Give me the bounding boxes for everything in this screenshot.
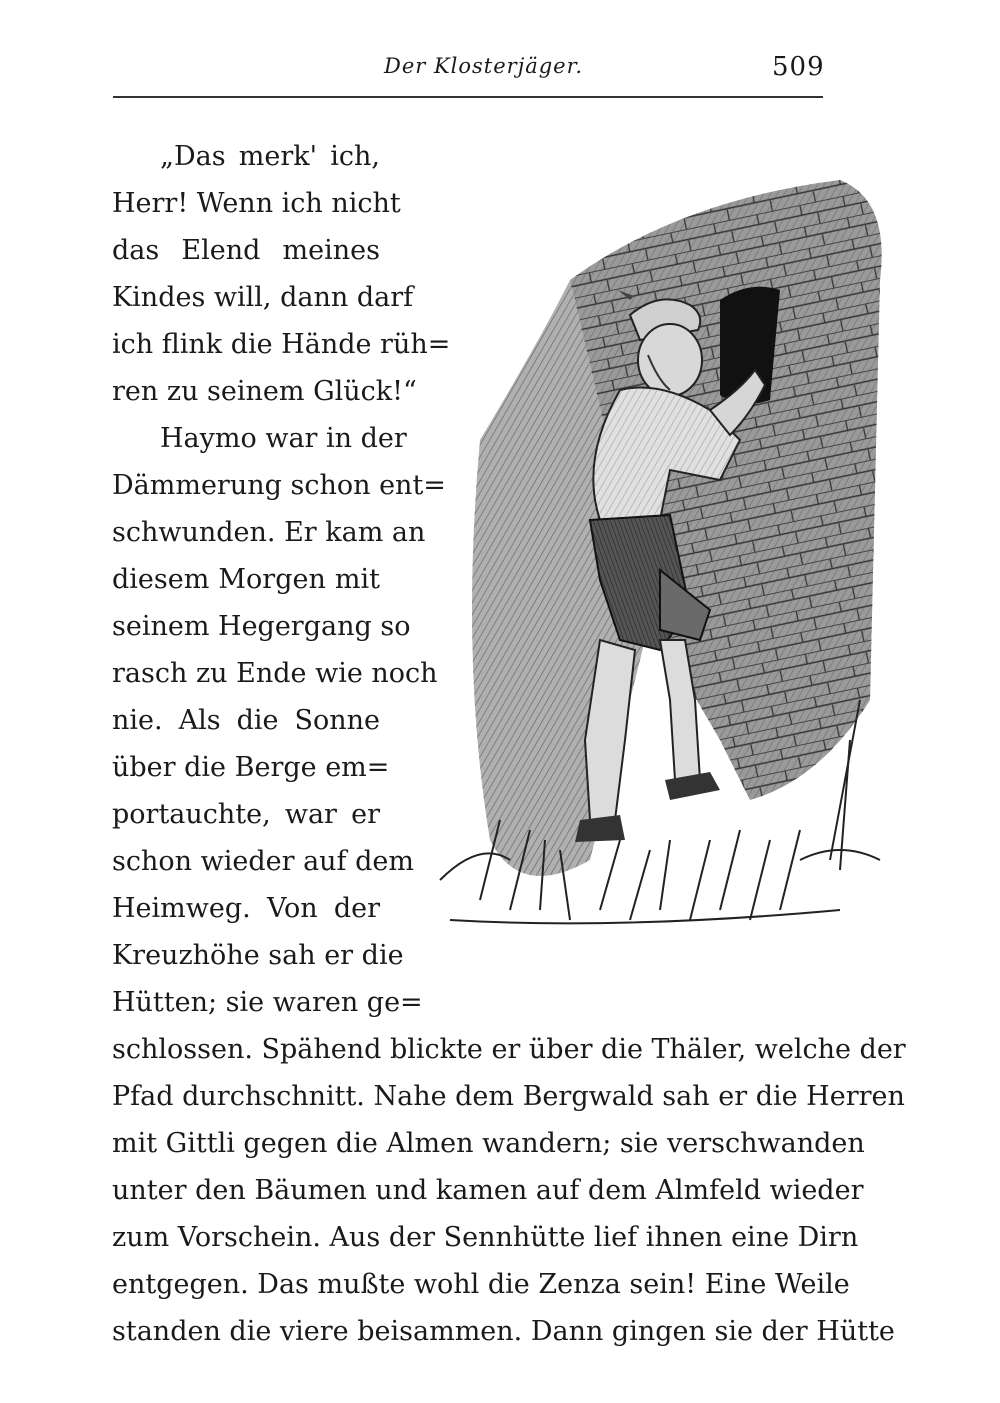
text-line: schon wieder auf dem [112,846,414,877]
text-line: unter den Bäumen und kamen auf dem Almfeld wieder [112,1175,864,1206]
text-line: Kindes will, dann darf [112,282,414,313]
text-line: Hütten; sie waren ge= [112,987,423,1018]
text-line: standen die viere beisammen. Dann gingen sie der Hütte [112,1316,895,1347]
text-line: Haymo war in der [160,423,407,454]
text-line: „Das merk' ich, [160,141,380,172]
text-line: portauchte, war er [112,799,380,830]
text-line: entgegen. Das mußte wohl die Zenza sein! Eine Weile [112,1269,850,1300]
text-line: Heimweg. Von der [112,893,380,924]
engraving-illustration [420,140,950,970]
text-line: mit Gittli gegen die Almen wandern; sie verschwanden [112,1128,865,1159]
text-line: diesem Morgen mit [112,564,380,595]
text-line: rasch zu Ende wie noch [112,658,438,689]
text-line: Kreuzhöhe sah er die [112,940,404,971]
text-line: über die Berge em= [112,752,390,783]
text-line: ren zu seinem Glück!“ [112,376,417,407]
text-line: das Elend meines [112,235,380,266]
running-title: Der Klosterjäger. [384,54,584,78]
text-line: nie. Als die Sonne [112,705,380,736]
text-line: Pfad durchschnitt. Nahe dem Bergwald sah er die Herren [112,1081,905,1112]
text-line: Dämmerung schon ent= [112,470,446,501]
text-line: ich flink die Hände rüh= [112,329,451,360]
text-line: schlossen. Spähend blickte er über die Thäler, welche der [112,1034,906,1065]
header-rule [113,96,823,98]
text-line: schwunden. Er kam an [112,517,426,548]
text-line: Herr! Wenn ich nicht [112,188,401,219]
page-number: 509 [772,52,825,82]
running-head [0,48,1000,88]
text-line: zum Vorschein. Aus der Sennhütte lief ihnen eine Dirn [112,1222,859,1253]
text-line: seinem Hegergang so [112,611,411,642]
